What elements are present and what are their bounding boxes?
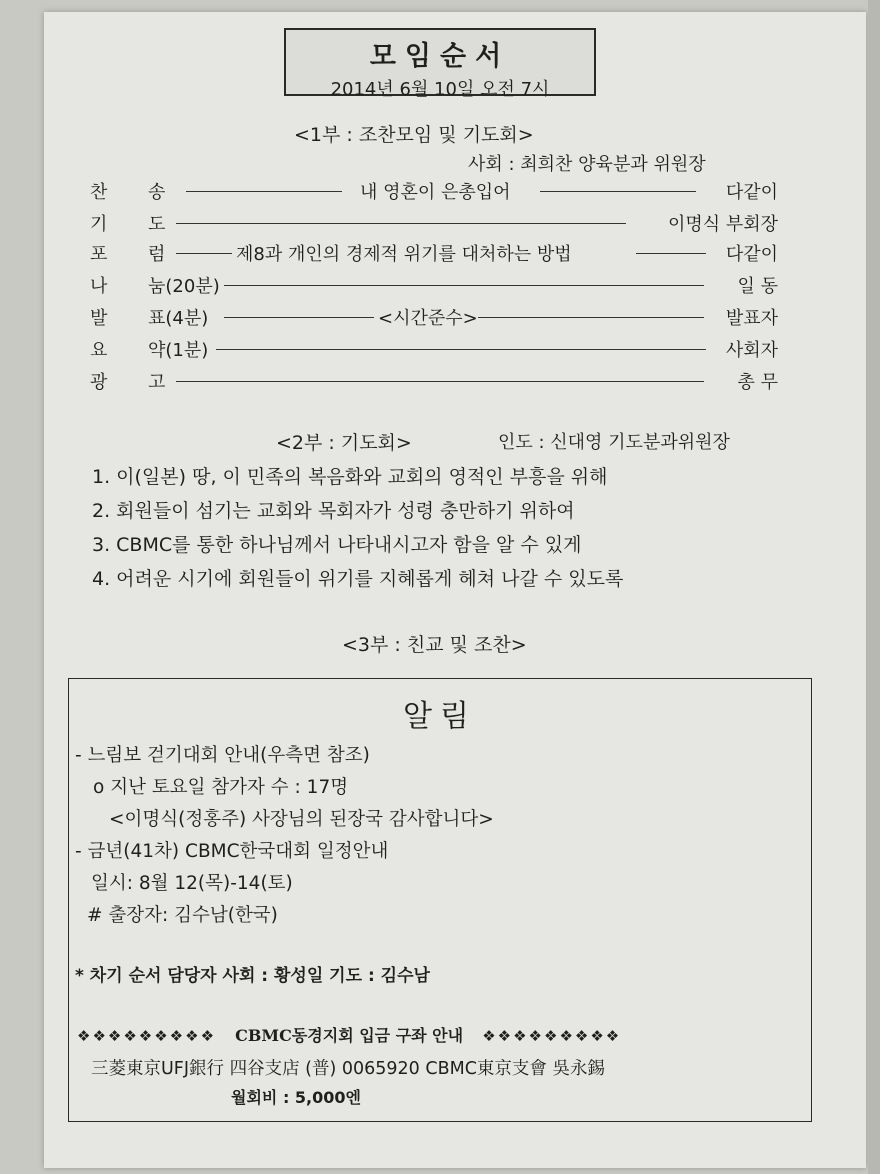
- part1-heading: <1부 : 조찬모임 및 기도회>: [294, 124, 534, 146]
- program-row-label-1: 요: [90, 340, 108, 361]
- diamond-ornament-icon: ❖❖❖❖❖❖❖❖❖: [77, 1027, 217, 1045]
- prayer-item: 1. 이(일본) 땅, 이 민족의 복음화와 교회의 영적인 부흥을 위해: [92, 466, 608, 488]
- notice-line: o 지난 토요일 참가자 수 : 17명: [93, 777, 349, 798]
- program-row-content: 내 영혼이 은총입어: [360, 182, 511, 203]
- monthly-fee: 월회비 : 5,000엔: [231, 1088, 361, 1107]
- leader-line: [186, 191, 342, 192]
- bank-account-line: 三菱東京UFJ銀行 四谷支店 (普) 0065920 CBMC東京支會 吳永錫: [91, 1059, 605, 1079]
- title-box: [284, 28, 596, 100]
- part1-host: 사회 : 최희찬 양육분과 위원장: [468, 154, 706, 175]
- part2-heading: <2부 : 기도회>: [276, 432, 412, 454]
- program-row-label-2: 송: [148, 182, 166, 203]
- program-row-label-2: 눔(20분): [148, 276, 220, 297]
- leader-line: [540, 191, 696, 192]
- notice-title: 알림: [403, 699, 477, 734]
- program-row-content: 제8과 개인의 경제적 위기를 대처하는 방법: [236, 244, 572, 265]
- program-row-label-2: 약(1분): [148, 340, 209, 361]
- program-row-label-1: 포: [90, 244, 108, 265]
- diamond-ornament-icon: ❖❖❖❖❖❖❖❖❖: [482, 1027, 622, 1045]
- program-row-announcements: [90, 368, 778, 396]
- part3-heading: <3부 : 친교 및 조찬>: [342, 634, 527, 656]
- program-row-sharing: [90, 272, 778, 300]
- program-row-person: 발표자: [725, 308, 778, 329]
- program-row-person: 일 동: [737, 276, 778, 297]
- program-row-person: 총 무: [737, 372, 778, 393]
- notice-line: 일시: 8월 12(목)-14(토): [91, 873, 293, 894]
- leader-line: [224, 285, 704, 286]
- prayer-item: 3. CBMC를 통한 하나님께서 나타내시고자 함을 알 수 있게: [92, 534, 582, 556]
- prayer-item: 4. 어려운 시기에 회원들이 위기를 지혜롭게 헤쳐 나갈 수 있도록: [92, 568, 624, 590]
- program-row-prayer: [90, 210, 778, 238]
- part2-leader: 인도 : 신대영 기도분과위원장: [498, 432, 730, 453]
- program-row-label-1: 찬: [90, 182, 108, 203]
- leader-line: [478, 317, 704, 318]
- program-row-presentation: [90, 304, 778, 332]
- leader-line: [224, 317, 374, 318]
- program-row-content: <시간준수>: [378, 308, 478, 329]
- program-row-summary: [90, 336, 778, 364]
- page-title: 모임순서: [369, 41, 511, 72]
- program-row-label-1: 발: [90, 308, 108, 329]
- notice-line: - 느림보 걷기대회 안내(우측면 참조): [75, 745, 370, 766]
- program-row-person: 다같이: [725, 244, 778, 265]
- program-row-person: 이명식 부회장: [667, 214, 778, 235]
- program-row-label-2: 고: [148, 372, 166, 393]
- leader-line: [216, 349, 706, 350]
- notice-line: - 금년(41차) CBMC한국대회 일정안내: [75, 841, 389, 862]
- leader-line: [176, 381, 704, 382]
- adjacent-page-edge: [868, 0, 880, 1174]
- prayer-item: 2. 회원들이 섬기는 교회와 목회자가 성령 충만하기 위하여: [92, 500, 575, 522]
- program-row-label-2: 도: [148, 214, 166, 235]
- leader-line: [176, 253, 232, 254]
- next-duty-assignees: * 차기 순서 담당자 사회 : 황성일 기도 : 김수남: [75, 966, 430, 986]
- bank-info-heading: [77, 1023, 621, 1046]
- notice-line: <이명식(정홍주) 사장님의 된장국 감사합니다>: [109, 809, 494, 830]
- notice-box: [68, 678, 812, 1122]
- program-row-label-1: 광: [90, 372, 108, 393]
- meeting-datetime: 2014년 6월 10일 오전 7시: [330, 79, 550, 100]
- leader-line: [636, 253, 706, 254]
- program-row-forum: [90, 240, 778, 268]
- program-row-label-1: 나: [90, 276, 108, 297]
- program-row-label-2: 럼: [148, 244, 166, 265]
- leader-line: [176, 223, 626, 224]
- bank-info-title: CBMC동경지회 입금 구좌 안내: [235, 1026, 464, 1045]
- program-row-label-2: 표(4분): [148, 308, 209, 329]
- notice-line: # 출장자: 김수남(한국): [87, 905, 278, 926]
- program-row-label-1: 기: [90, 214, 108, 235]
- program-row-person: 사회자: [725, 340, 778, 361]
- program-row-person: 다같이: [725, 182, 778, 203]
- program-row-hymn: [90, 178, 778, 206]
